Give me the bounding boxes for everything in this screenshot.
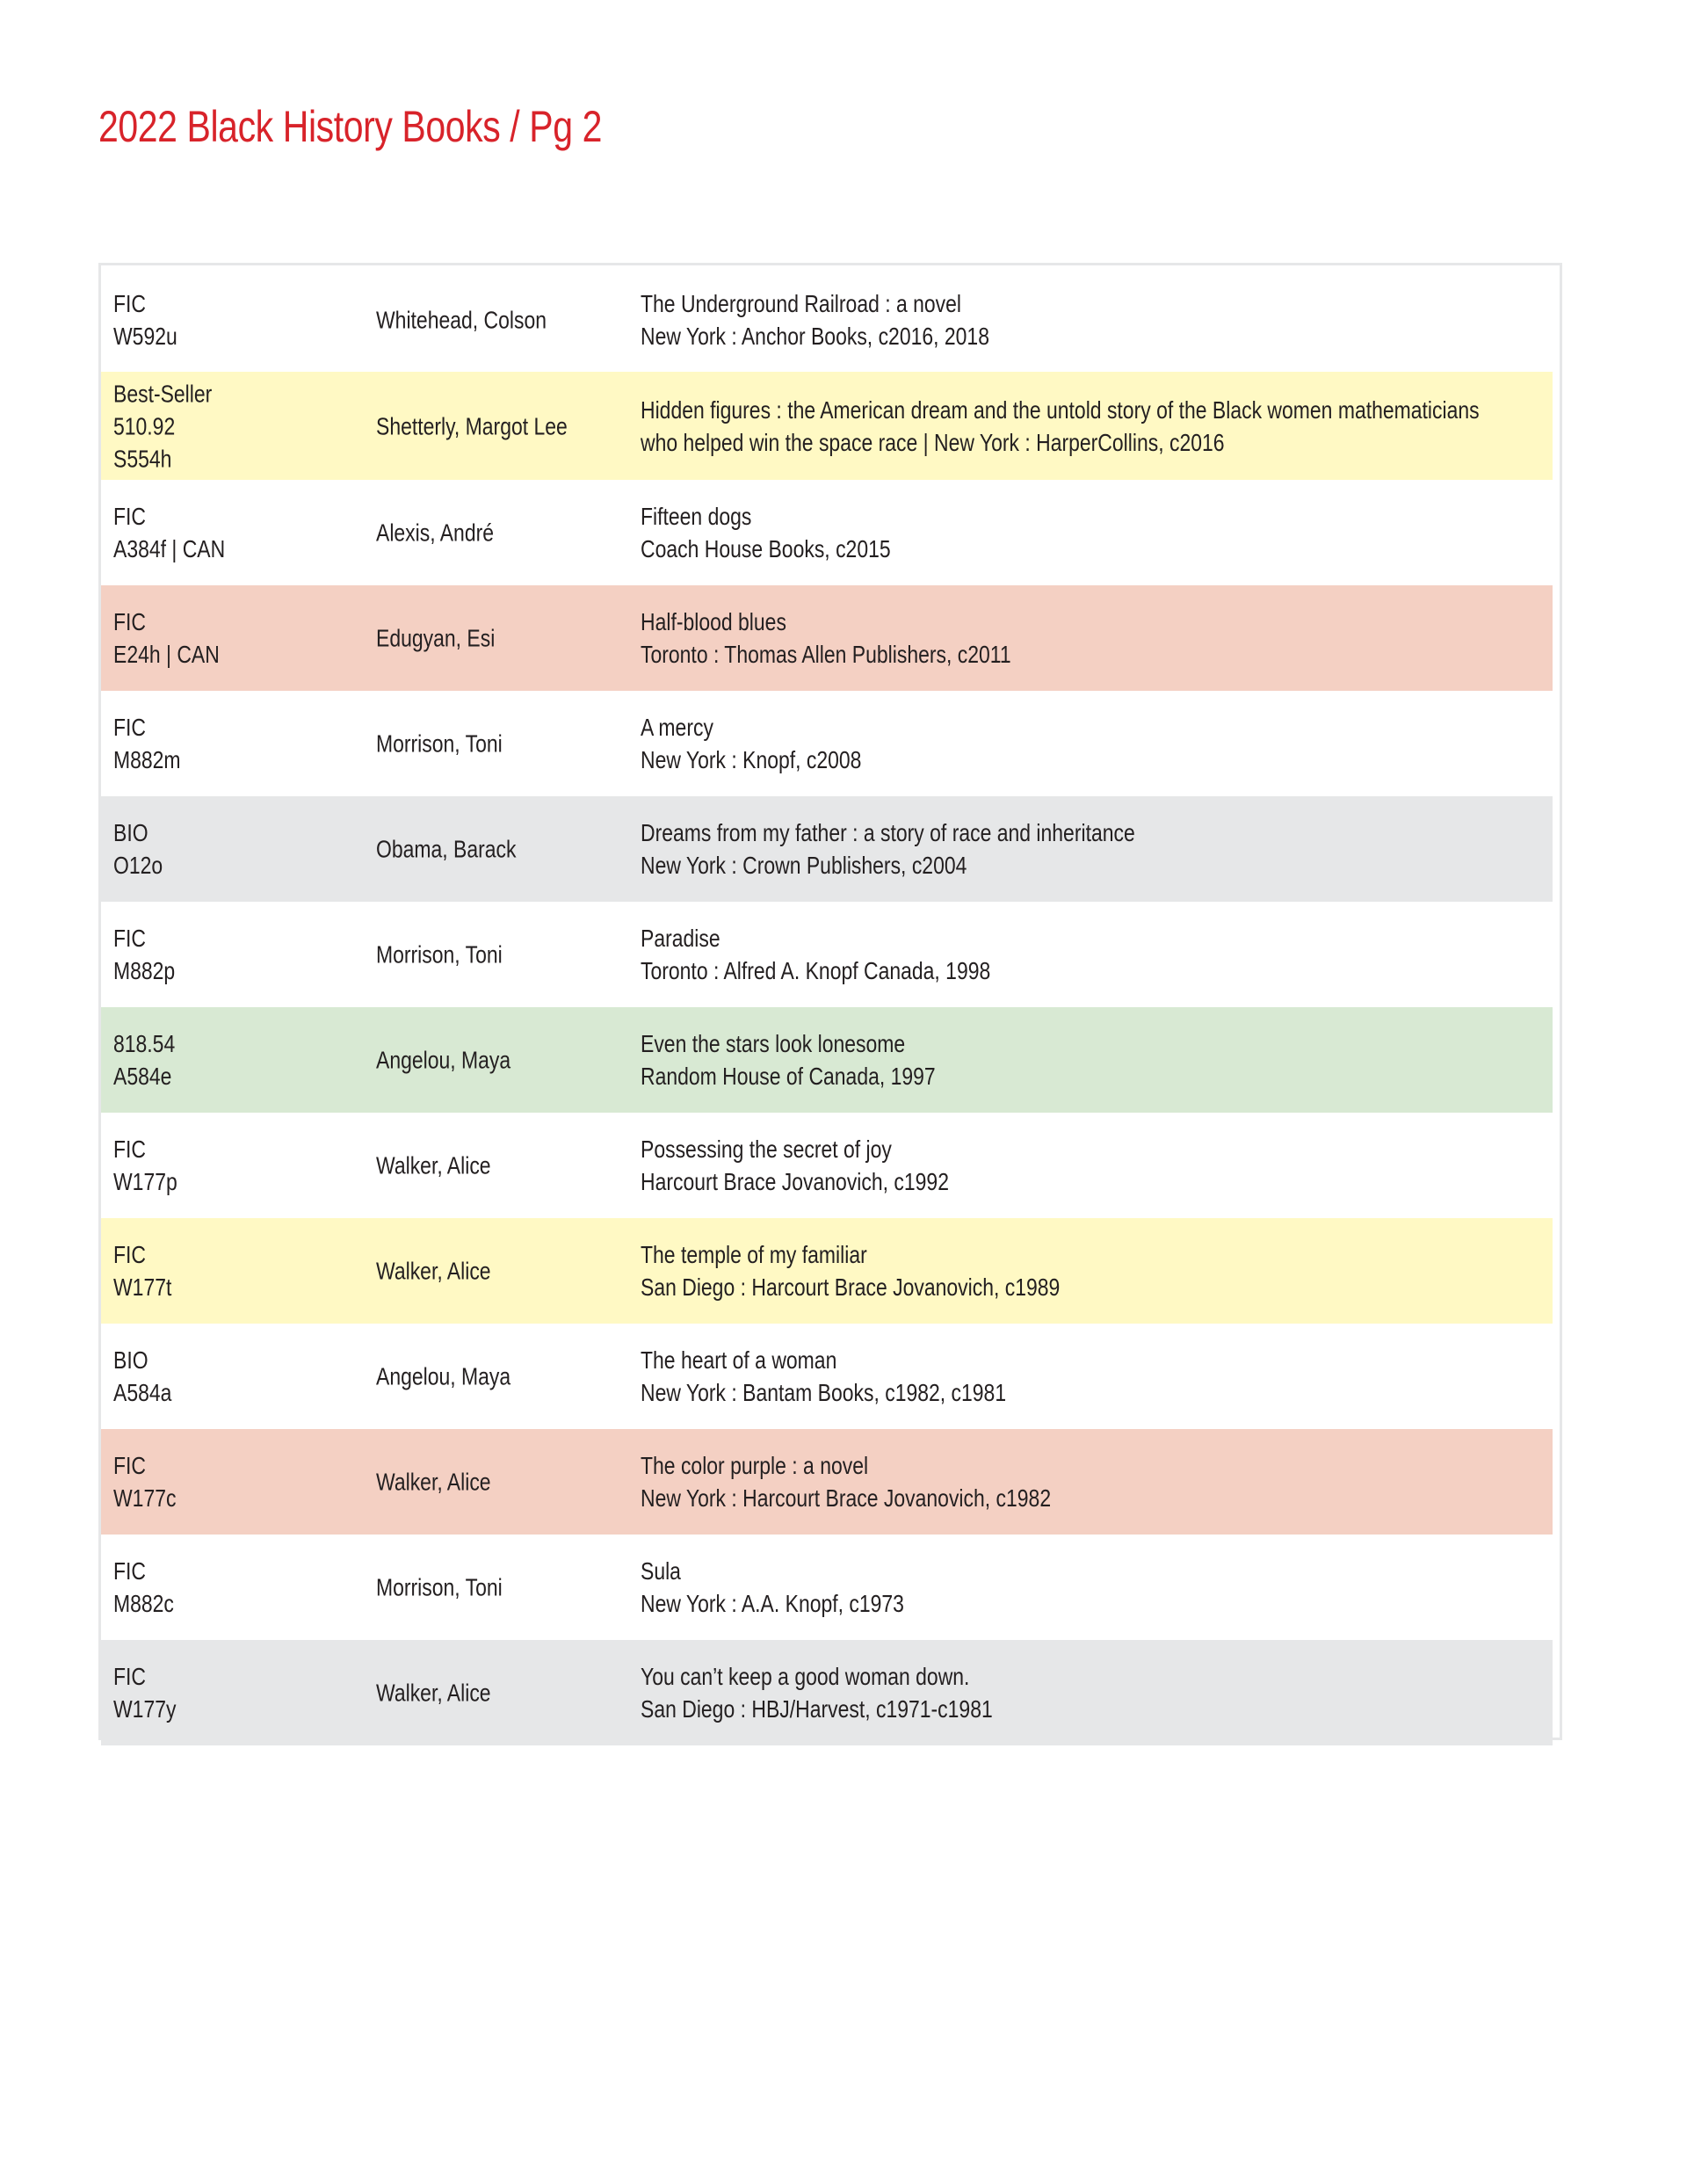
table-row [101,585,1553,691]
call-number-line: FIC [113,290,146,317]
publication-info: San Diego : Harcourt Brace Jovanovich, c1989 [641,1273,1061,1301]
call-number-line: FIC [113,1452,146,1479]
book-title: The heart of a woman [641,1346,837,1374]
call-number-line: 818.54 [113,1030,176,1057]
table-row [101,1640,1553,1745]
call-number [113,1344,171,1409]
publication-info: New York : Knopf, c2008 [641,746,862,773]
table-row [101,1429,1553,1535]
table-row [101,796,1553,902]
author-name: Walker, Alice [376,1257,491,1285]
call-number-line: M882m [113,746,181,773]
table-row [101,902,1553,1007]
call-number-line: W177c [113,1484,177,1512]
table-row [101,1535,1553,1640]
title-publication [641,922,990,987]
call-number-line: E24h | CAN [113,641,220,668]
call-number-line: A384f | CAN [113,535,226,562]
book-title: Fifteen dogs [641,503,752,530]
table-row [101,372,1553,480]
author-name: Morrison, Toni [376,729,503,758]
title-publication [641,500,891,565]
call-number-line: FIC [113,1557,146,1585]
book-title: Sula [641,1557,681,1585]
author-name: Walker, Alice [376,1151,491,1179]
book-title: Half-blood blues [641,608,786,635]
author-name: Obama, Barack [376,835,517,863]
call-number [113,711,181,776]
author-name: Angelou, Maya [376,1362,511,1390]
call-number [113,606,220,671]
author-name: Walker, Alice [376,1468,491,1496]
call-number-line: FIC [113,503,146,530]
table-row [101,1218,1553,1324]
call-number-line: M882c [113,1590,174,1617]
call-number-line: FIC [113,1241,146,1268]
call-number-line: W592u [113,323,177,350]
book-title: Even the stars look lonesome [641,1030,906,1057]
table-row [101,691,1553,796]
call-number [113,1133,177,1198]
call-number-line: BIO [113,819,148,846]
publication-info: New York : Anchor Books, c2016, 2018 [641,323,989,350]
call-number-line: BIO [113,1346,148,1374]
call-number-line: FIC [113,1663,146,1690]
call-number [113,1238,171,1303]
call-number-line: 510.92 [113,412,176,439]
author-name: Edugyan, Esi [376,624,496,652]
book-title: Dreams from my father : a story of race and inheritance [641,819,1135,846]
publication-info: New York : Harcourt Brace Jovanovich, c1982 [641,1484,1052,1512]
publication-info: Toronto : Alfred A. Knopf Canada, 1998 [641,957,991,984]
publication-info: Harcourt Brace Jovanovich, c1992 [641,1168,949,1195]
title-publication [641,394,1480,459]
call-number-line: W177p [113,1168,177,1195]
book-title: Paradise [641,925,720,952]
publication-info: Random House of Canada, 1997 [641,1063,936,1090]
call-number-line: FIC [113,714,146,741]
table-row [101,268,1553,372]
author-name: Morrison, Toni [376,1573,503,1601]
title-publication [641,1660,993,1725]
page-title: 2022 Black History Books / Pg 2 [98,102,602,151]
author-name: Angelou, Maya [376,1046,511,1074]
call-number [113,1555,174,1620]
book-title: The temple of my familiar [641,1241,867,1268]
table-row [101,480,1553,585]
call-number [113,287,177,352]
title-publication [641,711,861,776]
title-publication [641,287,989,352]
title-publication [641,1027,936,1092]
book-list-table [98,263,1562,1740]
book-title: The color purple : a novel [641,1452,869,1479]
title-publication [641,606,1011,671]
call-number [113,922,175,987]
call-number [113,1660,176,1725]
book-title: Hidden figures : the American dream and the untold story of the Black women mathematicians [641,395,1480,424]
title-publication [641,1133,949,1198]
author-name: Walker, Alice [376,1679,491,1707]
publication-info: San Diego : HBJ/Harvest, c1971-c1981 [641,1695,993,1723]
author-name: Alexis, André [376,519,495,547]
call-number-line: Best-Seller [113,380,213,407]
author-name: Shetterly, Margot Lee [376,412,568,439]
book-title: Possessing the secret of joy [641,1136,892,1163]
table-row [101,1113,1553,1218]
publication-info: New York : A.A. Knopf, c1973 [641,1590,904,1617]
table-row [101,1007,1553,1113]
book-title: A mercy [641,714,713,741]
author-name: Morrison, Toni [376,940,503,969]
call-number [113,500,225,565]
publication-info: Coach House Books, c2015 [641,535,891,562]
call-number-line: S554h [113,445,172,472]
book-title: You can’t keep a good woman down. [641,1663,970,1690]
call-number [113,1027,175,1092]
call-number-line: FIC [113,608,146,635]
call-number-line: W177y [113,1695,177,1723]
call-number-line: W177t [113,1273,172,1301]
title-publication [641,816,1135,882]
call-number [113,377,212,475]
call-number-line: O12o [113,852,163,879]
call-number [113,816,163,882]
call-number-line: A584e [113,1063,172,1090]
call-number-line: M882p [113,957,176,984]
call-number [113,1449,176,1514]
call-number-line: A584a [113,1379,172,1406]
title-publication [641,1555,904,1620]
title-publication [641,1449,1051,1514]
book-title: The Underground Railroad : a novel [641,290,962,317]
publication-info: Toronto : Thomas Allen Publishers, c2011 [641,641,1011,668]
title-publication [641,1344,1006,1409]
author-name: Whitehead, Colson [376,306,547,334]
publication-info: New York : Crown Publishers, c2004 [641,852,967,879]
publication-info: who helped win the space race | New York : HarperCollins, c2016 [641,428,1225,456]
publication-info: New York : Bantam Books, c1982, c1981 [641,1379,1007,1406]
call-number-line: FIC [113,925,146,952]
title-publication [641,1238,1060,1303]
table-row [101,1324,1553,1429]
call-number-line: FIC [113,1136,146,1163]
